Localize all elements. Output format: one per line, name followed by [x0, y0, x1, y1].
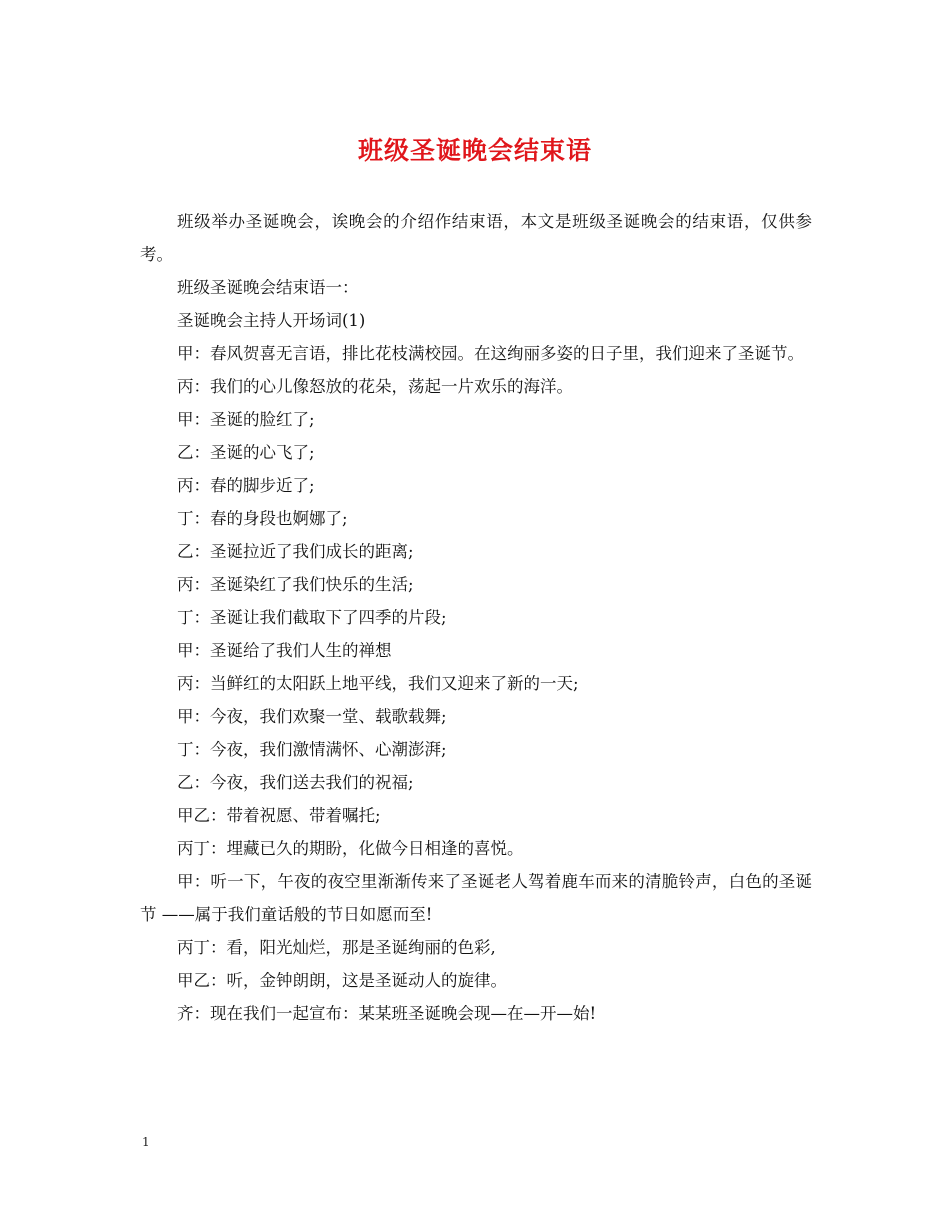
paragraph: 乙：今夜，我们送去我们的祝福; — [177, 773, 414, 792]
paragraph: 甲：圣诞的脸红了; — [177, 410, 315, 429]
paragraph: 甲：春风贺喜无言语，排比花枝满校园。在这绚丽多姿的日子里，我们迎来了圣诞节。 — [177, 344, 804, 363]
paragraph: 丁：圣诞让我们截取下了四季的片段; — [177, 608, 447, 627]
paragraph: 圣诞晚会主持人开场词(1) — [177, 311, 366, 330]
paragraph: 齐：现在我们一起宣布：某某班圣诞晚会现—在—开—始! — [177, 1004, 597, 1023]
paragraph: 乙：圣诞拉近了我们成长的距离; — [177, 542, 414, 561]
page-number: 1 — [142, 1135, 150, 1149]
paragraph: 甲：圣诞给了我们人生的禅想 — [177, 641, 392, 660]
paragraph: 丙丁：看，阳光灿烂，那是圣诞绚丽的色彩, — [177, 938, 496, 957]
paragraph: 丁：春的身段也婀娜了; — [177, 509, 348, 528]
paragraph: 甲乙：听，金钟朗朗，这是圣诞动人的旋律。 — [177, 971, 507, 990]
paragraph: 丙：我们的心儿像怒放的花朵，荡起一片欢乐的海洋。 — [177, 377, 573, 396]
paragraph: 甲：听一下，午夜的夜空里渐渐传来了圣诞老人驾着鹿车而来的清脆铃声，白色的圣诞节 ——属于我们童话般的节日如愿而至! — [140, 872, 812, 924]
paragraph: 甲乙：带着祝愿、带着嘱托; — [177, 806, 381, 825]
document-body — [140, 205, 812, 1030]
paragraph: 乙：圣诞的心飞了; — [177, 443, 315, 462]
paragraph: 班级举办圣诞晚会，诶晚会的介绍作结束语，本文是班级圣诞晚会的结束语，仅供参考。 — [140, 212, 812, 264]
paragraph: 丙：圣诞染红了我们快乐的生活; — [177, 575, 414, 594]
paragraph: 丙丁：埋藏已久的期盼，化做今日相逢的喜悦。 — [177, 839, 524, 858]
document-title: 班级圣诞晚会结束语 — [357, 136, 592, 165]
paragraph: 班级圣诞晚会结束语一： — [177, 278, 359, 297]
paragraph: 丁：今夜，我们激情满怀、心潮澎湃; — [177, 740, 447, 759]
paragraph: 丙：春的脚步近了; — [177, 476, 315, 495]
paragraph: 丙：当鲜红的太阳跃上地平线，我们又迎来了新的一天; — [177, 674, 579, 693]
paragraph: 甲：今夜，我们欢聚一堂、载歌载舞; — [177, 707, 447, 726]
